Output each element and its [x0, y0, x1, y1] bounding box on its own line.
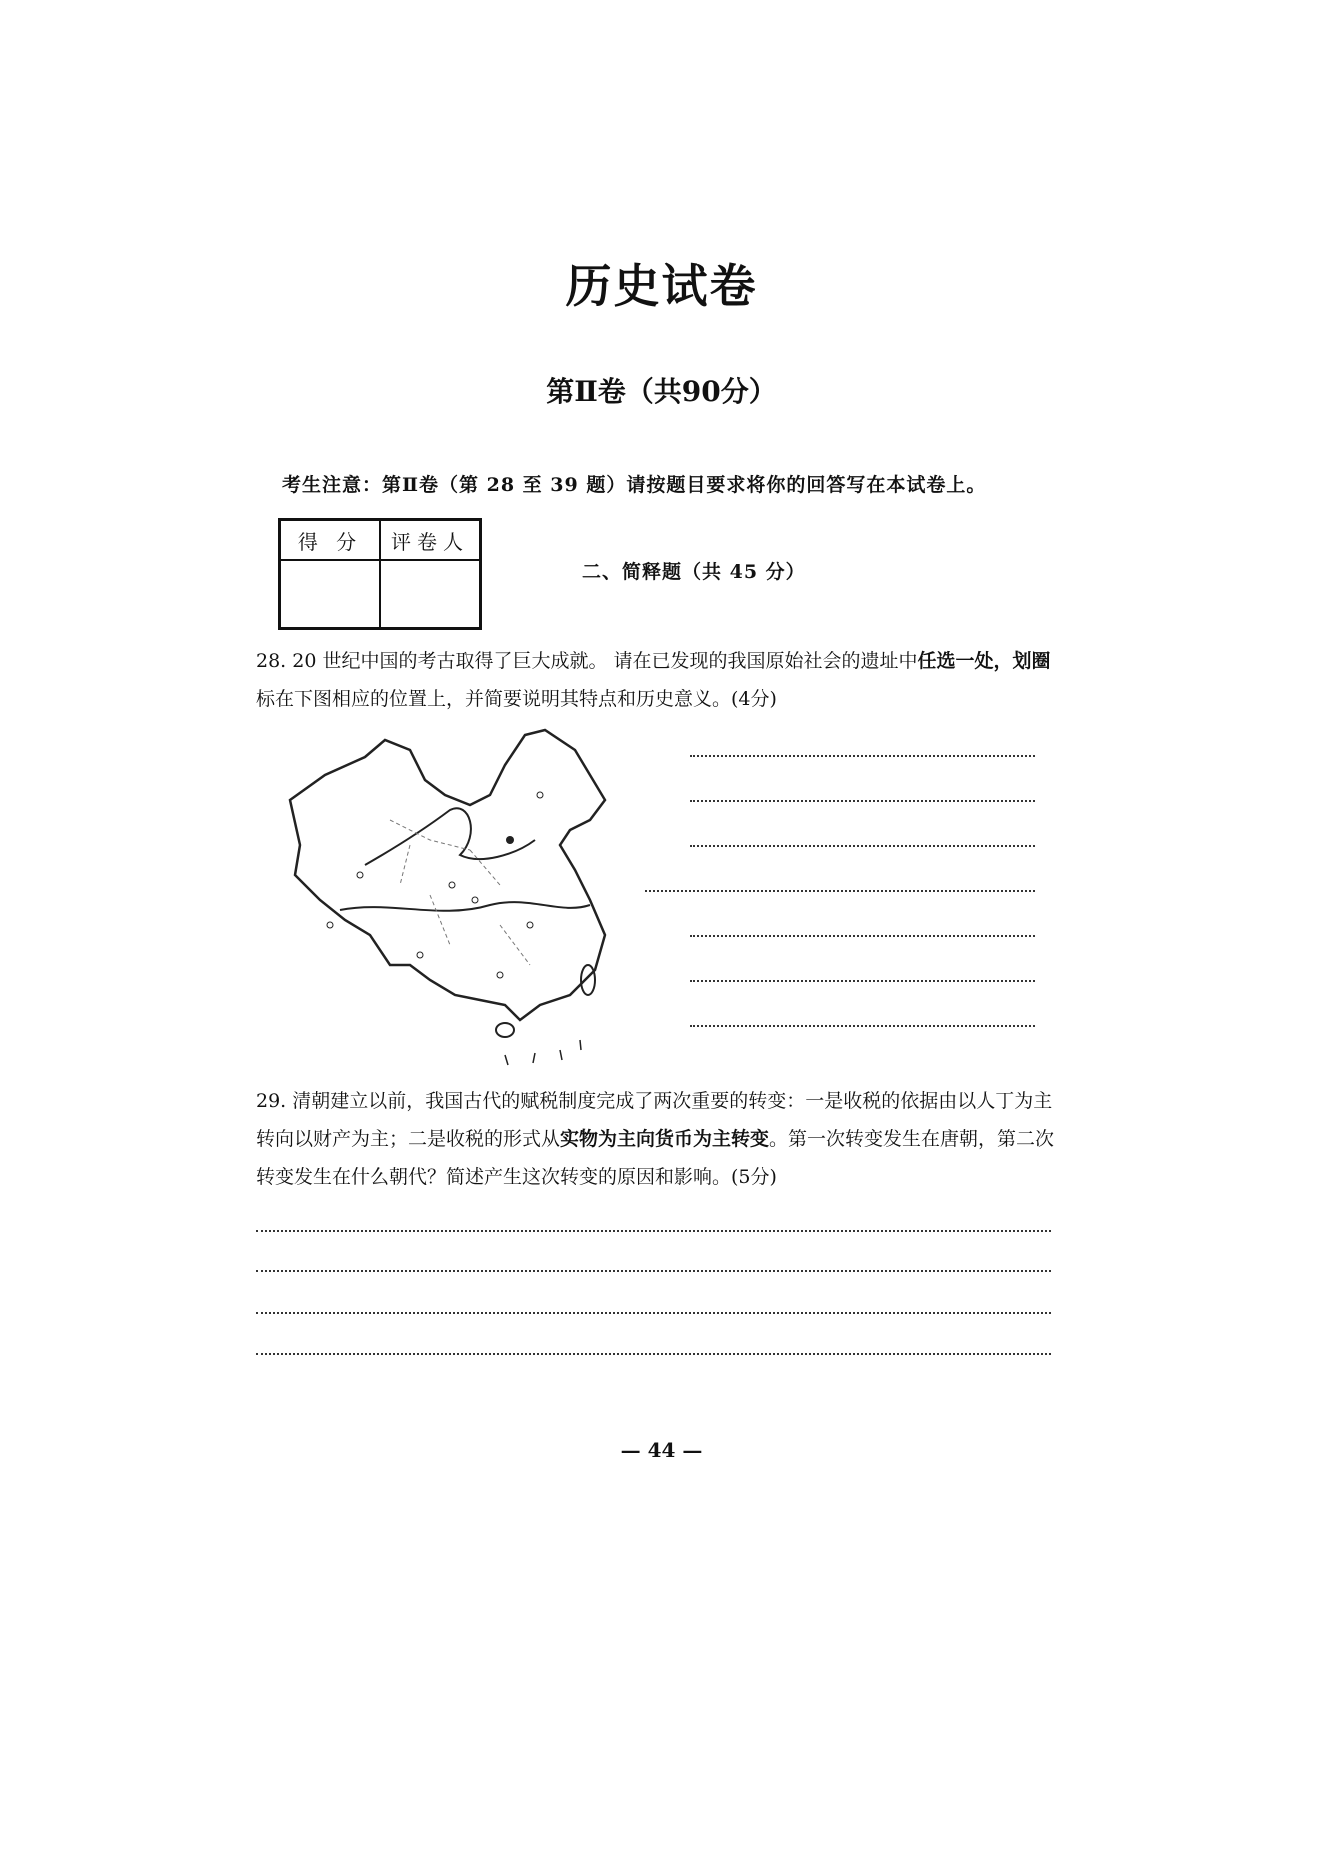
q28-text-bold: 任选一处，划圈: [917, 650, 1051, 672]
paper-subtitle: 第Ⅱ卷（共90分）: [546, 375, 777, 408]
yangtze-river: [340, 902, 590, 911]
map-site-dot: [497, 972, 503, 978]
map-site-dot: [506, 836, 514, 844]
q29-answer-line[interactable]: [256, 1312, 1051, 1314]
page-title: 历史试卷: [565, 259, 758, 313]
china-map-outline: [290, 730, 605, 1020]
q28-answer-line[interactable]: [690, 755, 1035, 757]
q28-answer-line[interactable]: [690, 980, 1035, 982]
score-header: 得 分: [280, 520, 381, 561]
q29-text-b: 。第一次转变发生在唐朝，第二次转变发生在什么朝代？简述产生这次转变的原因和影响。(5分): [256, 1128, 1055, 1188]
q29-text-a: 29. 清朝建立以前，我国古代的赋税制度完成了两次重要的转变：一是收税的依据由以人丁为主转向以财产为主；二是收税的形式从: [256, 1090, 1053, 1150]
q29-answer-line[interactable]: [256, 1230, 1051, 1232]
map-site-dot: [537, 792, 543, 798]
china-map[interactable]: [270, 725, 670, 1070]
south-sea-marks: [505, 1040, 581, 1065]
q28-answer-line[interactable]: [690, 800, 1035, 802]
q28-answer-line[interactable]: [645, 890, 1035, 892]
grader-cell[interactable]: [380, 560, 481, 629]
map-site-dot: [417, 952, 423, 958]
q28-answer-line[interactable]: [690, 935, 1035, 937]
q28-text-b: 标在下图相应的位置上，并简要说明其特点和历史意义。(4分): [256, 688, 777, 710]
question-29: [256, 1082, 1064, 1196]
exam-notice: 考生注意：第Ⅱ卷（第 28 至 39 题）请按题目要求将你的回答写在本试卷上。: [282, 474, 987, 496]
page-number: — 44 —: [620, 1438, 703, 1462]
grader-header: 评卷人: [380, 520, 481, 561]
q29-answer-line[interactable]: [256, 1353, 1051, 1355]
q28-answer-line[interactable]: [690, 1025, 1035, 1027]
map-site-dot: [327, 922, 333, 928]
taiwan-island: [581, 965, 595, 995]
map-site-dot: [527, 922, 533, 928]
map-site-dot: [472, 897, 478, 903]
q29-answer-line[interactable]: [256, 1270, 1051, 1272]
map-site-dot: [449, 882, 455, 888]
hainan-island: [496, 1023, 514, 1037]
question-28: [256, 642, 1056, 718]
q28-text-a: 28. 20 世纪中国的考古取得了巨大成就。 请在已发现的我国原始社会的遗址中: [256, 650, 918, 672]
section-heading: 二、简释题（共 45 分）: [582, 561, 806, 583]
q28-answer-line[interactable]: [690, 845, 1035, 847]
map-site-dot: [357, 872, 363, 878]
score-cell[interactable]: [280, 560, 381, 629]
q29-text-bold: 实物为主向货币为主转变: [560, 1128, 770, 1150]
score-table: [278, 518, 482, 630]
